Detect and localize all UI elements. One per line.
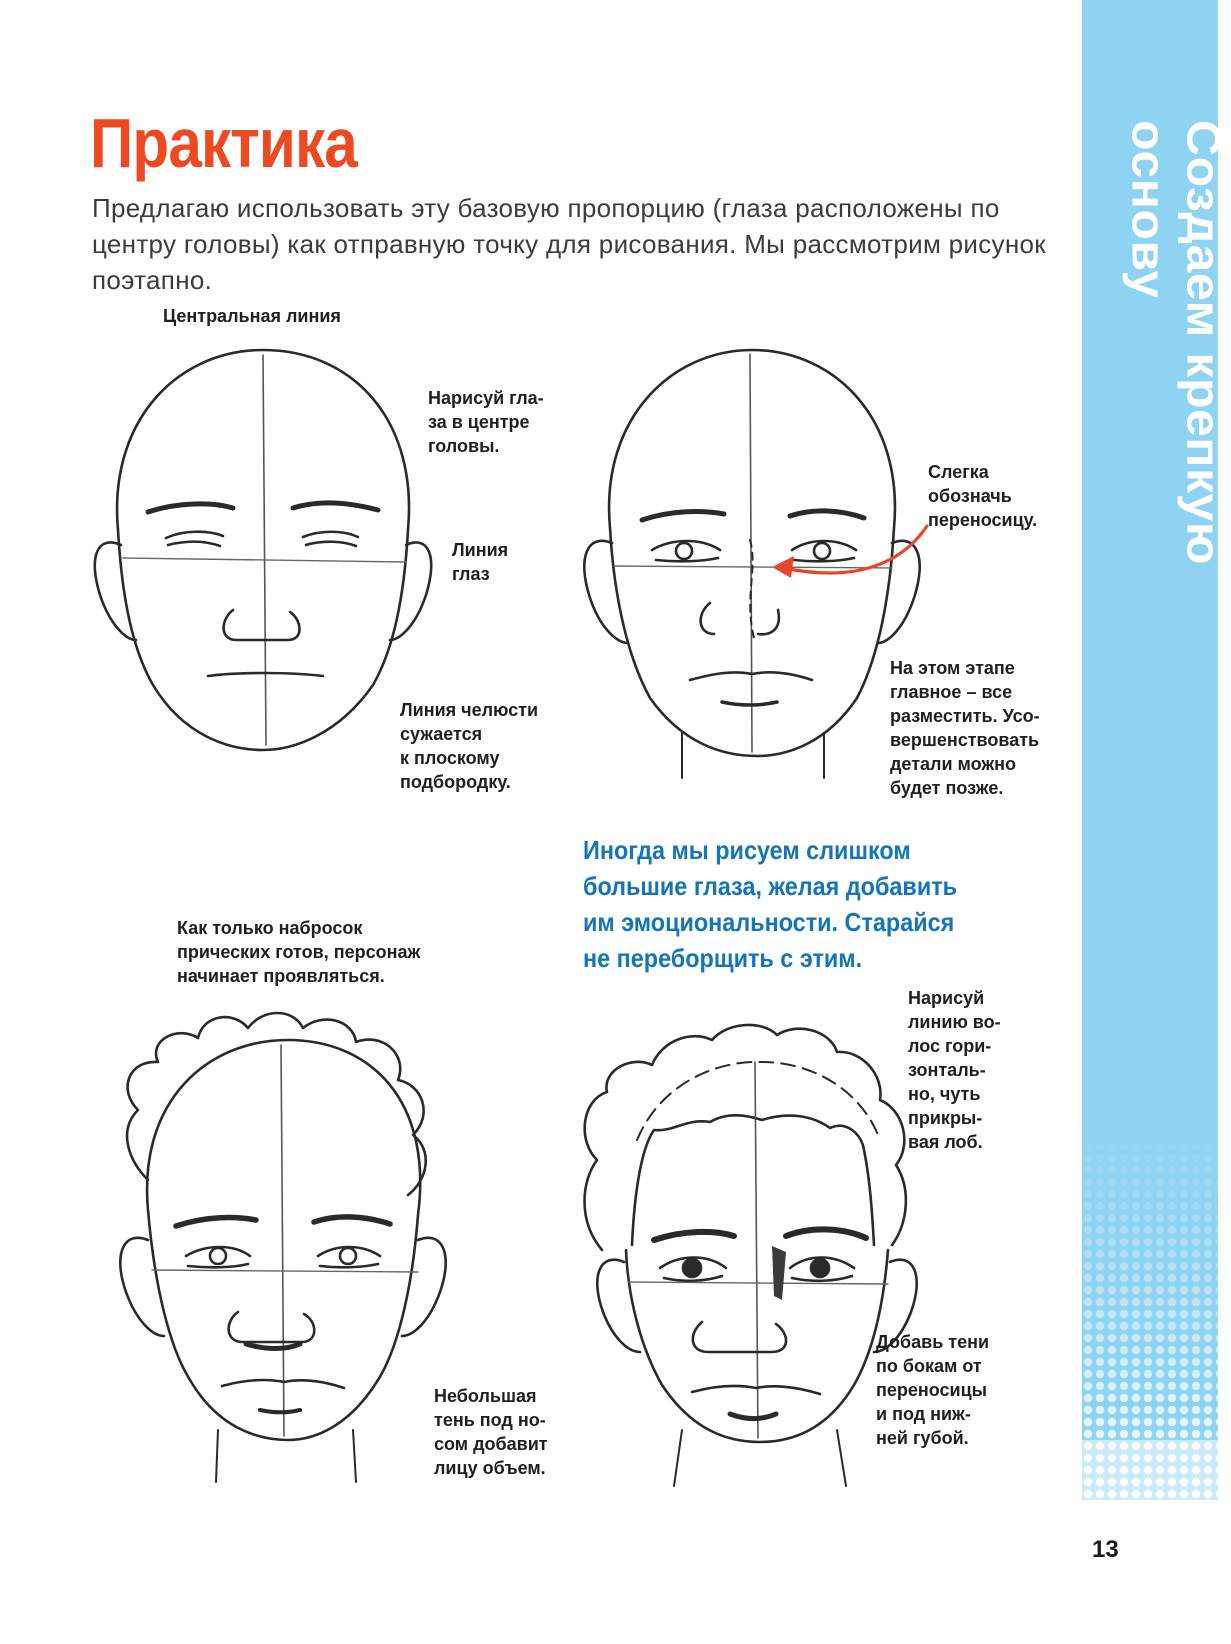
left-iris [676, 543, 692, 559]
left-brow [148, 504, 233, 512]
neck [216, 1430, 356, 1482]
center-line [263, 355, 266, 745]
left-brow [642, 512, 724, 520]
arrow-head-icon [772, 556, 794, 578]
page-number: 13 [1092, 1536, 1119, 1563]
right-brow [790, 511, 864, 518]
nose [693, 1322, 786, 1352]
right-brow [314, 1217, 390, 1224]
right-iris [340, 1248, 356, 1264]
note-center-line: Центральная линия [163, 306, 341, 326]
note-jaw-line: Линия челюсти сужается к плоскому подбородку. [400, 700, 539, 792]
callout-eyes-size: Иногда мы рисуем слишком большие глаза, желая добавить им эмоциональности. Старайся не переборщить с этим. [583, 835, 958, 973]
side-title [1118, 120, 1231, 680]
right-iris [811, 1259, 829, 1277]
note-nose-bridge: Слегка обозначь переносицу. [928, 462, 1038, 530]
note-side-shadows: Добавь тени по бокам от переносицы и под ниж- ней губой. [876, 1332, 990, 1448]
nose [701, 603, 779, 634]
left-iris [210, 1248, 226, 1264]
page-title: Практика [90, 104, 357, 182]
center-line [281, 1045, 284, 1436]
lower-lip-shadow [730, 1414, 776, 1419]
lower-lip [260, 1410, 300, 1412]
eye-line [152, 1270, 418, 1272]
nose [229, 1312, 315, 1342]
side-title-text: Создаем крепкую основу [1121, 120, 1231, 566]
lower-lip [722, 702, 777, 705]
left-iris [683, 1259, 701, 1277]
nose [224, 610, 300, 640]
face-sketch-features [572, 338, 932, 798]
face-sketch-hair [88, 1000, 468, 1490]
hairline [632, 1115, 874, 1245]
right-brow [293, 503, 378, 510]
right-iris [814, 543, 830, 559]
note-nose-shadow: Небольшая тень под но- сом добавит лицу объем. [434, 1386, 548, 1478]
nose-side-shadow [772, 1246, 786, 1300]
note-hairline: Нарисуй линию во- лос гори- зонталь- но, чуть прикры- вая лоб. [908, 988, 1001, 1152]
note-stage: На этом этапе главное – все разместить. Усо- вершенствовать детали можно будет позже. [890, 658, 1040, 798]
face-sketch-basic [88, 340, 448, 780]
note-hair-sketch: Как только набросок прических готов, персонаж начинает проявляться. [177, 918, 421, 986]
intro-paragraph: Предлагаю использовать эту базовую пропорцию (глаза расположены по центру головы) как отправную точку для рисования. Мы рассмотрим рисунок поэтапно. [92, 193, 1046, 295]
left-brow [654, 1232, 734, 1240]
left-ear [584, 541, 628, 643]
note-draw-eyes: Нарисуй гла- за в центре головы. [428, 388, 544, 456]
left-eye-sketch [166, 532, 223, 546]
eye-line [628, 1282, 888, 1284]
note-eye-line: Линия глаз [452, 540, 509, 584]
right-eye-sketch [303, 532, 358, 546]
left-brow [176, 1218, 256, 1226]
neck [674, 1430, 846, 1486]
nose-shadow [246, 1344, 300, 1349]
right-brow [786, 1229, 866, 1238]
upper-lip [692, 1386, 820, 1394]
